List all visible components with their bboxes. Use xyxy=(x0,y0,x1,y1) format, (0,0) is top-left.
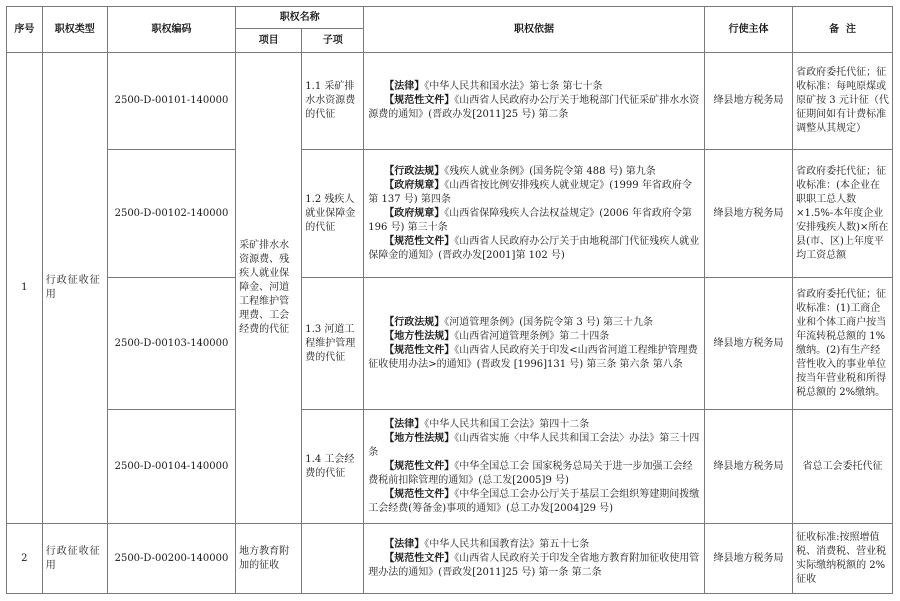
basis-tag: 【政府规章】 xyxy=(384,179,445,191)
subitem-cell: 1.3 河道工程维护管理费的代征 xyxy=(302,278,364,410)
subitem-cell: 1.1 采矿排水水资源费的代征 xyxy=(302,53,364,150)
header-name: 职权名称 xyxy=(236,7,364,29)
basis-tag: 【政府规章】 xyxy=(384,207,445,219)
code-cell: 2500-D-00200-140000 xyxy=(107,524,235,594)
basis-text: 《山西省实施〈中华人民共和国工会法〉办法》第三十四条 xyxy=(368,432,700,458)
basis-cell xyxy=(364,53,705,150)
basis-tag: 【行政法规】 xyxy=(384,165,445,177)
basis-text: 《山西省人民政府办公厅关于地税部门代征采矿排水水资源费的通知》(晋政办发[2011]25 号) 第二条 xyxy=(368,95,700,120)
basis-text: 《山西省保障残疾人合法权益规定》(2006 年省政府令第 196 号) 第三十条 xyxy=(368,207,692,233)
table-row xyxy=(7,524,893,594)
note-cell: 省政府委托代征；征收标准：(本企业在职职工总人数×1.5%-本年度企业安排残疾人数)×所在县(市、区)上年度平均工资总额 xyxy=(793,150,893,278)
basis-line xyxy=(368,165,700,179)
basis-line xyxy=(368,316,700,330)
basis-line xyxy=(368,207,700,235)
body-cell: 绛县地方税务局 xyxy=(704,150,792,278)
basis-line xyxy=(368,344,700,372)
basis-tag: 【地方性法规】 xyxy=(384,432,455,444)
type-cell: 行政征收征用 xyxy=(42,53,107,524)
basis-text: 《中华全国总工会办公厅关于基层工会组织筹建期间拨缴工会经费(筹备金)事项的通知》(总工办发[2004]29 号) xyxy=(368,488,700,514)
basis-text: 《中华全国总工会 国家税务总局关于进一步加强工会经费税前扣除管理的通知》(总工发[2005]9 号) xyxy=(368,460,693,486)
basis-line xyxy=(368,552,700,580)
basis-line xyxy=(368,418,700,432)
table-row xyxy=(7,53,893,150)
basis-text: 《山西省人民政府办公厅关于由地税部门代征残疾人就业保障金的通知》(晋政办发[2001]第 102 号) xyxy=(368,235,700,261)
basis-tag: 【地方性法规】 xyxy=(384,330,455,342)
note-cell: 省政府委托代征；征收标准：每吨原煤或原矿按 3 元计征（代征期间如有计费标准调整从其规定） xyxy=(793,53,893,150)
basis-line xyxy=(368,538,700,552)
basis-line xyxy=(368,488,700,516)
type-cell: 行政征收征用 xyxy=(42,524,107,594)
basis-text: 《中华人民共和国水法》第七条 第七十条 xyxy=(424,81,603,92)
basis-line xyxy=(368,330,700,344)
authority-table xyxy=(6,6,893,594)
note-cell: 省政府委托代征；征收标准：(1)工商企业和个体工商户按当年流转税总额的 1%缴纳。(2)有生产经营性收入的事业单位按当年营业税和所得税总额的 2%缴纳。 xyxy=(793,278,893,410)
basis-line xyxy=(368,179,700,207)
code-cell: 2500-D-00104-140000 xyxy=(107,410,235,524)
seq-cell: 1 xyxy=(7,53,43,524)
basis-text: 《山西省人民政府关于印发<山西省河道工程维护管理费征收使用办法>的通知》(晋政发 [1996]131 号) 第三条 第六条 第八条 xyxy=(368,344,698,370)
basis-text: 《山西省按比例安排残疾人就业规定》(1999 年省政府令第 137 号) 第四条 xyxy=(368,179,692,205)
basis-tag: 【规范性文件】 xyxy=(384,344,455,356)
basis-text: 《河道管理条例》(国务院令第 3 号) 第三十九条 xyxy=(444,316,653,328)
basis-tag: 【法律】 xyxy=(384,81,425,92)
basis-cell xyxy=(364,524,705,594)
note-cell: 征收标准:按照增值税、消费税、营业税实际缴纳税额的 2%征收 xyxy=(793,524,893,594)
basis-line xyxy=(368,94,700,122)
table-row xyxy=(7,410,893,524)
table-row xyxy=(7,278,893,410)
body-cell: 绛县地方税务局 xyxy=(704,53,792,150)
header-body: 行使主体 xyxy=(704,7,792,53)
subitem-cell: 1.2 残疾人就业保障金的代征 xyxy=(302,150,364,278)
note-cell: 省总工会委托代征 xyxy=(793,410,893,524)
subitem-cell: 1.4 工会经费的代征 xyxy=(302,410,364,524)
header-project: 项目 xyxy=(236,29,302,53)
basis-line xyxy=(368,235,700,263)
project-cell: 地方教育附加的征收 xyxy=(236,524,302,594)
basis-text: 《中华人民共和国教育法》第五十七条 xyxy=(424,538,590,550)
header-seq: 序号 xyxy=(7,7,43,53)
basis-line xyxy=(368,80,700,94)
basis-text: 《中华人民共和国工会法》第四十二条 xyxy=(424,418,590,430)
body-cell: 绛县地方税务局 xyxy=(704,278,792,410)
basis-line xyxy=(368,460,700,488)
basis-tag: 【规范性文件】 xyxy=(384,552,455,564)
basis-text: 《山西省人民政府关于印发全省地方教育附加征收使用管理办法的通知》(晋政发[2011]25 号) 第一条 第二条 xyxy=(368,552,700,578)
seq-cell: 2 xyxy=(7,524,43,594)
basis-text: 《山西省河道管理条例》第二十四条 xyxy=(454,330,610,342)
basis-cell xyxy=(364,278,705,410)
basis-tag: 【规范性文件】 xyxy=(384,95,455,106)
code-cell: 2500-D-00102-140000 xyxy=(107,150,235,278)
code-cell: 2500-D-00101-140000 xyxy=(107,53,235,150)
header-type: 职权类型 xyxy=(42,7,107,53)
basis-text: 《残疾人就业条例》(国务院令第 488 号) 第九条 xyxy=(444,165,656,177)
subitem-cell xyxy=(302,524,364,594)
code-cell: 2500-D-00103-140000 xyxy=(107,278,235,410)
header-basis: 职权依据 xyxy=(364,7,705,53)
basis-line xyxy=(368,432,700,460)
basis-tag: 【法律】 xyxy=(384,538,425,550)
table-row xyxy=(7,150,893,278)
basis-cell xyxy=(364,410,705,524)
body-cell: 绛县地方税务局 xyxy=(704,410,792,524)
header-note: 备 注 xyxy=(793,7,893,53)
basis-cell xyxy=(364,150,705,278)
project-cell: 采矿排水水资源费、残疾人就业保障金、河道工程维护管理费、工会经费的代征 xyxy=(236,53,302,524)
header-subitem: 子项 xyxy=(302,29,364,53)
basis-tag: 【规范性文件】 xyxy=(384,235,455,247)
basis-tag: 【规范性文件】 xyxy=(384,460,455,472)
basis-tag: 【法律】 xyxy=(384,418,425,430)
basis-tag: 【规范性文件】 xyxy=(384,488,455,500)
header-code: 职权编码 xyxy=(107,7,235,53)
basis-tag: 【行政法规】 xyxy=(384,316,445,328)
body-cell: 绛县地方税务局 xyxy=(704,524,792,594)
